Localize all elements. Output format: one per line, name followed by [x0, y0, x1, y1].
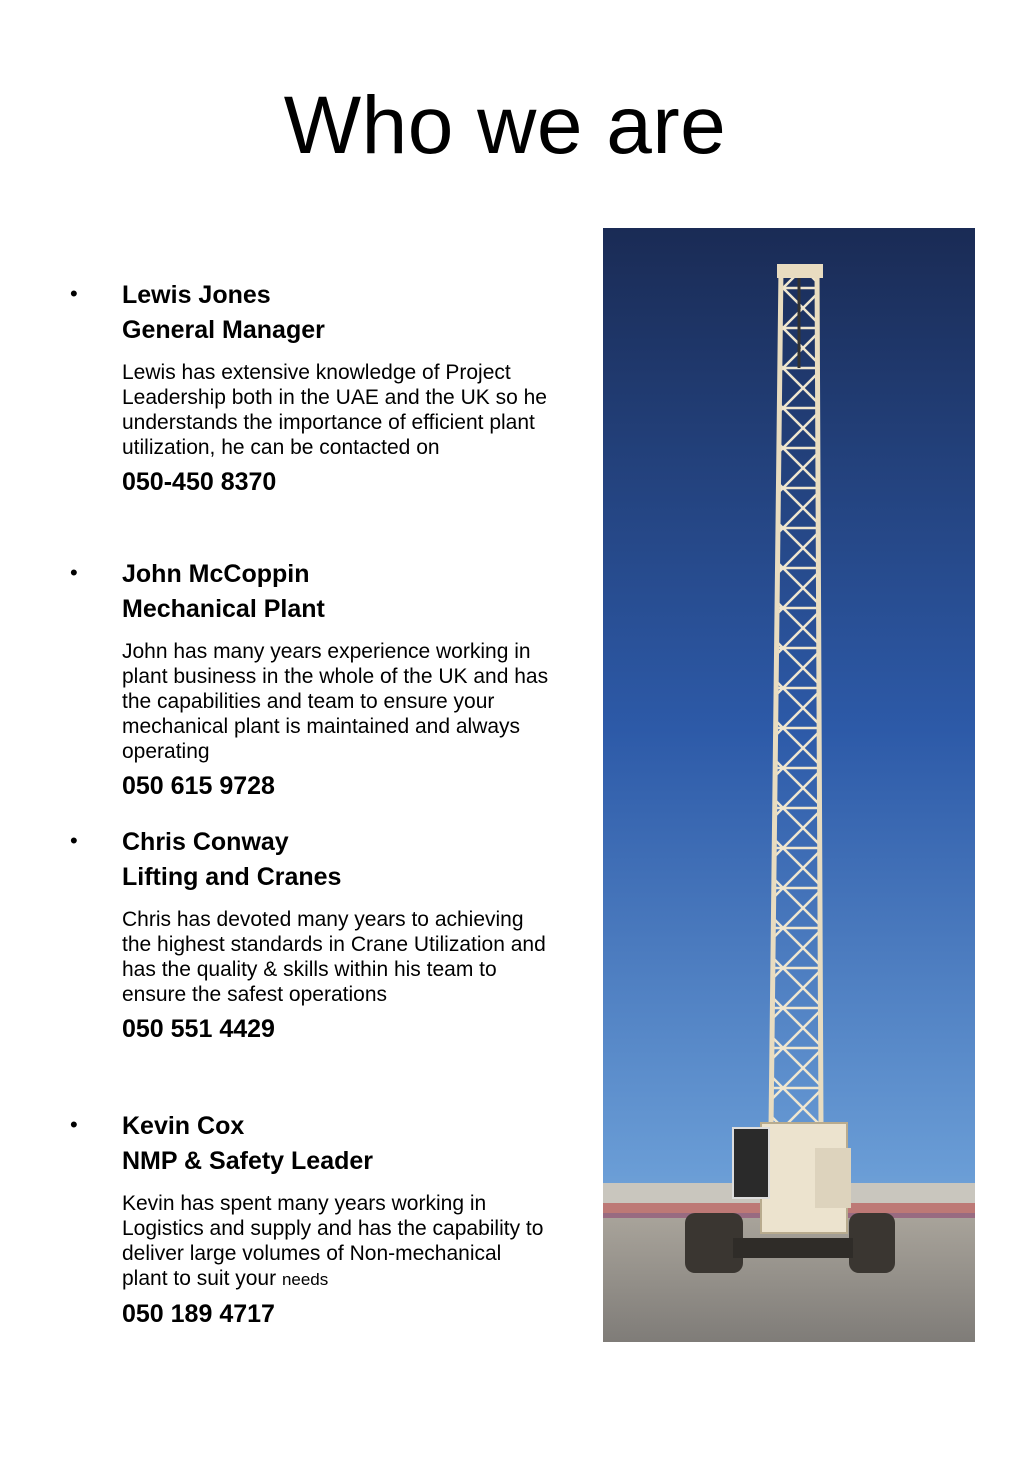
member-name: John McCoppin — [122, 560, 310, 588]
member-bio: Lewis has extensive knowledge of Project Leadership both in the UAE and the UK so he understands the importance of efficient plant utilization, he can be contacted on — [122, 361, 547, 459]
counterweight — [815, 1148, 851, 1208]
bullet: • — [70, 281, 78, 306]
crane-boom — [771, 268, 821, 1128]
bullet: • — [70, 1112, 78, 1137]
team-member-chris-conway — [70, 825, 552, 1045]
member-bio: Chris has devoted many years to achieving the highest standards in Crane Utilization and has the quality & skills within his team to ensure the safest operations — [122, 908, 546, 1006]
crane-photo — [603, 228, 975, 1342]
page-title: Who we are — [283, 80, 727, 171]
member-bio — [122, 1191, 552, 1292]
team-list — [70, 278, 560, 1328]
member-name: Chris Conway — [122, 828, 289, 856]
right-track — [849, 1213, 895, 1273]
member-role: NMP & Safety Leader — [122, 1147, 374, 1175]
member-name: Kevin Cox — [122, 1112, 245, 1140]
bullet: • — [70, 560, 78, 585]
crane-cab — [733, 1128, 769, 1198]
member-bio-tail: needs — [281, 1270, 329, 1289]
member-phone: 050-450 8370 — [122, 468, 277, 496]
team-member-john-mccoppin — [70, 557, 552, 802]
gravel-ground — [603, 1218, 975, 1342]
member-phone: 050 189 4717 — [122, 1300, 275, 1328]
member-name: Lewis Jones — [122, 281, 271, 309]
member-role: Mechanical Plant — [122, 595, 325, 623]
member-phone: 050 615 9728 — [122, 772, 275, 800]
team-member-lewis-jones — [70, 278, 560, 498]
member-phone: 050 551 4429 — [122, 1015, 275, 1043]
member-bio: John has many years experience working in plant business in the whole of the UK and has the capabilities and team to ensure your mechanical plant is maintained and always operating — [122, 640, 549, 763]
member-bio-text: Kevin has spent many years working in Logistics and supply and has the capability to deliver large volumes of Non-mechanical plant to suit your — [122, 1192, 544, 1290]
boom-head — [777, 264, 823, 278]
bullet: • — [70, 828, 78, 853]
member-role: Lifting and Cranes — [122, 863, 342, 891]
undercarriage — [733, 1238, 853, 1258]
member-role: General Manager — [122, 316, 325, 344]
team-member-kevin-cox — [70, 1109, 552, 1330]
